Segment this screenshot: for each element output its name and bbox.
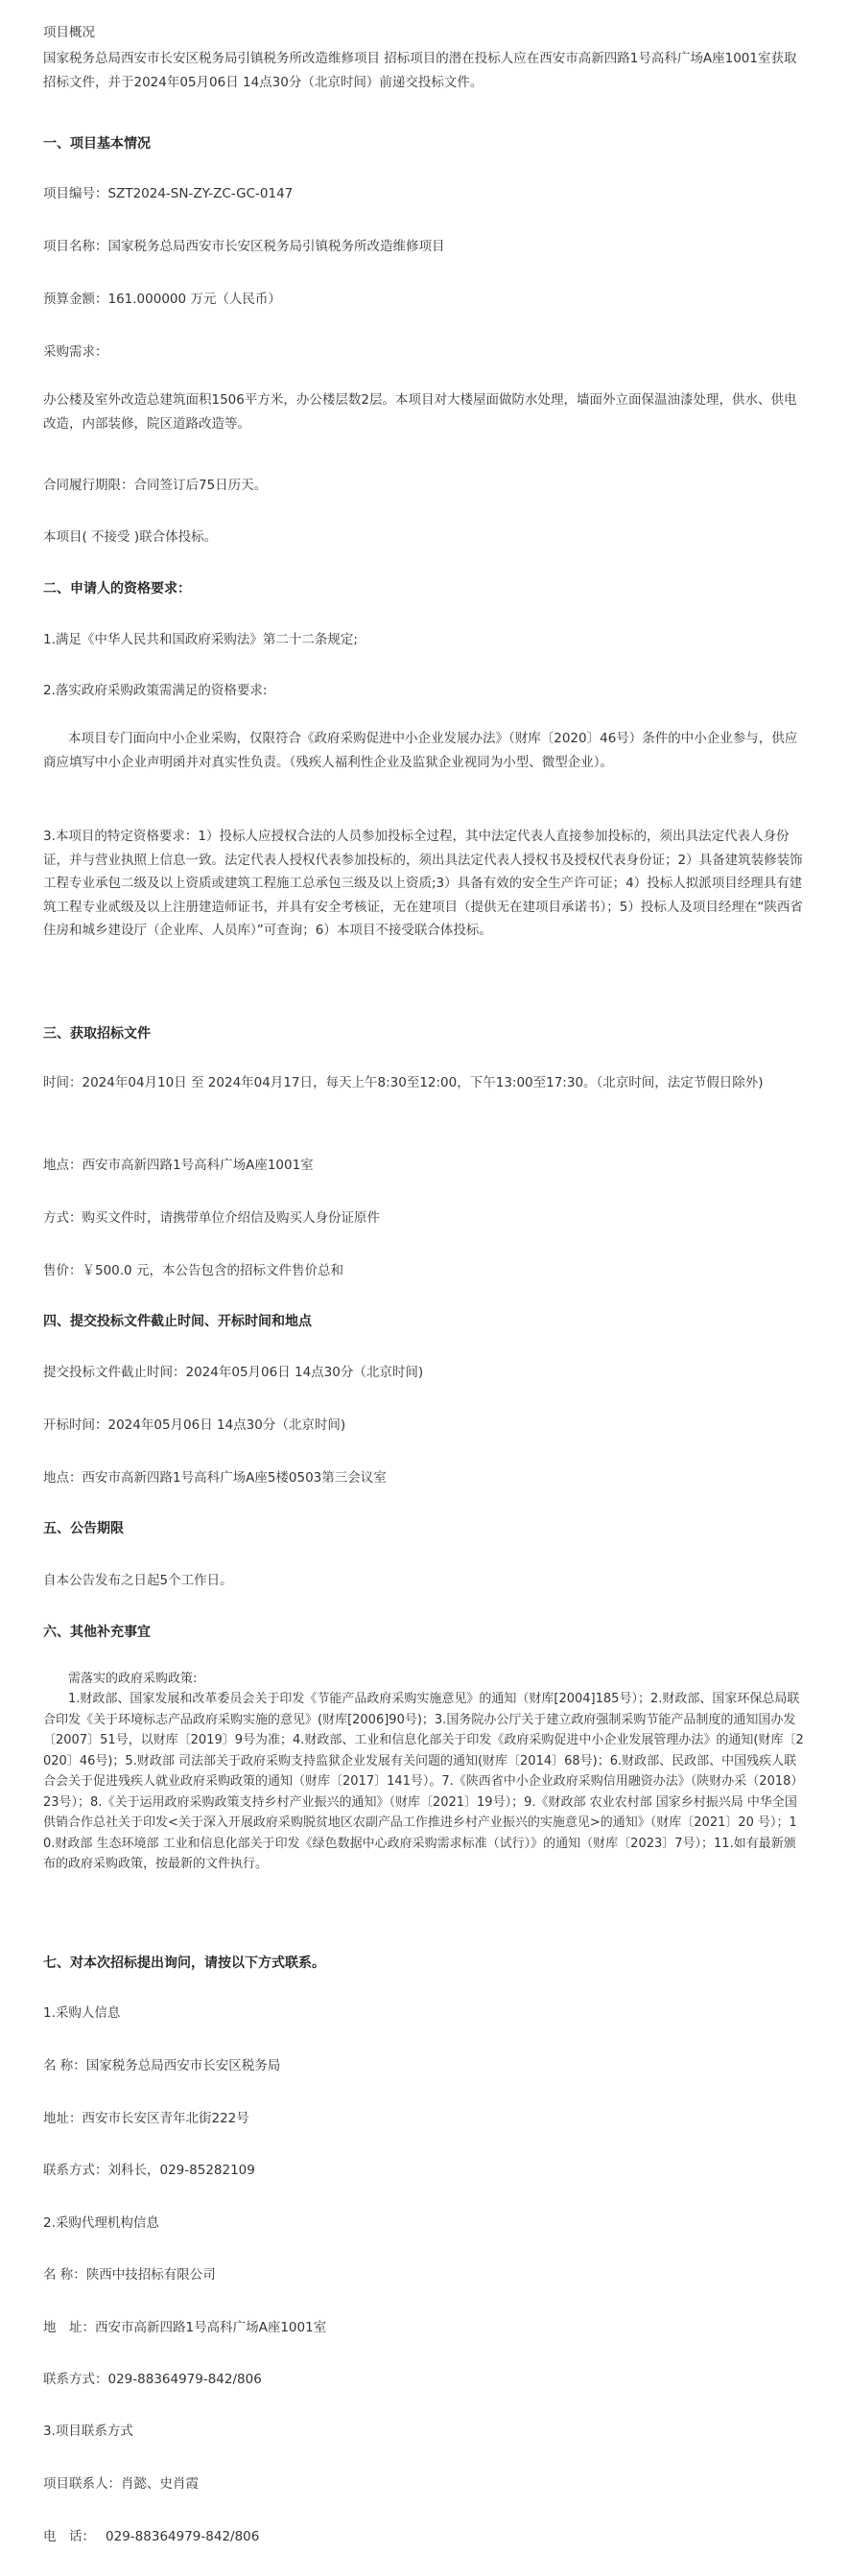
requirement-3: 3.本项目的特定资格要求：1）投标人应授权合法的人员参加投标全过程，其中法定代表人直接参加投标的，须出具法定代表人身份证，并与营业执照上信息一致。法定代表人授权代表参加投标的，须出具法定代表人授权书及授权代表身份证；2）具备建筑装修装饰工程专业承包二级及以上资质或建筑工程施工总承包三级及以上资质;3）具备有效的安全生产许可证；4）投标人拟派项目经理具有建筑工程专业贰级及以上注册建造师证书，并具有安全考核证，无在建项目（提供无在建项目承诺书）；5）投标人及项目经理在“陕西省住房和城乡建设厅（企业库、人员库）”可查询；6）本项目不接受联合体投标。 (43, 829, 803, 938)
buyer-contact: 联系方式：刘科长，029-85282109 (43, 2163, 255, 2178)
buyer-name: 名 称：国家税务总局西安市长安区税务局 (43, 2058, 281, 2073)
get-price: 售价：￥500.0 元，本公告包含的招标文件售价总和 (43, 1263, 343, 1278)
consortium-note: 本项目( 不接受 )联合体投标。 (43, 529, 218, 545)
agent-heading: 2.采购代理机构信息 (43, 2215, 159, 2231)
policy-label: 需落实的政府采购政策: (68, 1672, 198, 1686)
project-number: 项目编号：SZT2024-SN-ZY-ZC-GC-0147 (43, 186, 294, 201)
policy-text: 1.财政部、国家发展和改革委员会关于印发《节能产品政府采购实施意见》的通知（财库[2004]185号）；2.财政部、国家环保总局联合印发《关于环境标志产品政府采购实施的意见》(财库[2006]90号)；3.国务院办公厅关于建立政府强制采购节能产品制度的通知国办发〔2007〕51号，以财库〔2019〕9号为准；4.财政部、工业和信息化部关于印发《政府采购促进中小企业发展管理办法》的通知(财库〔2020〕46号)；5.财政部 司法部关于政府采购支持监狱企业发展有关问题的通知(财库〔2014〕68号)；6.财政部、民政部、中国残疾人联合会关于促进残疾人就业政府采购政策的通知（财库〔2017〕141号）。7.《陕西省中小企业政府采购信用融资办法》（陕财办采（2018）23号）；8.《关于运用政府采购政策支持乡村产业振兴的通知》（财库〔2021〕19号）；9.《财政部 农业农村部 国家乡村振兴局 中华全国供销合作总社关于印发<关于深入开展政府采购脱贫地区农副产品工作推进乡村产业振兴的实施意见>的通知》（财库〔2021〕20 号）；10.财政部 生态环境部 工业和信息化部关于印发《绿色数据中心政府采购需求标准（试行）》的通知（财库〔2023〕7号）；11.如有最新颁布的政府采购政策，按最新的文件执行。 (43, 1692, 804, 1871)
budget-amount: 预算金额：161.000000 万元（人民币） (43, 292, 281, 307)
requirement-1: 1.满足《中华人民共和国政府采购法》第二十二条规定; (43, 632, 358, 647)
buyer-address: 地址：西安市长安区青年北街222号 (43, 2111, 249, 2126)
project-contact-heading: 3.项目联系方式 (43, 2424, 133, 2439)
open-place: 地点：西安市高新四路1号高科广场A座5楼0503第三会议室 (43, 1470, 387, 1486)
agent-name: 名 称：陕西中技招标有限公司 (43, 2267, 216, 2283)
get-place: 地点：西安市高新四路1号高科广场A座1001室 (43, 1158, 314, 1173)
section-heading-supplement: 六、其他补充事宜 (43, 1625, 151, 1640)
agent-contact: 联系方式：029-88364979-842/806 (43, 2372, 262, 2387)
contract-period: 合同履行期限：合同签订后75日历天。 (43, 478, 268, 493)
project-phone: 电 话： 029-88364979-842/806 (43, 2529, 260, 2544)
open-time: 开标时间：2024年05月06日 14点30分（北京时间) (43, 1417, 346, 1433)
demand-text: 办公楼及室外改造总建筑面积1506平方米，办公楼层数2层。本项目对大楼屋面做防水处理，墙面外立面保温油漆处理，供水、供电改造，内部装修，院区道路改造等。 (43, 392, 797, 432)
section-heading-contact: 七、对本次招标提出询问，请按以下方式联系。 (43, 1955, 325, 1971)
buyer-heading: 1.采购人信息 (43, 2005, 121, 2021)
requirement-2: 2.落实政府采购政策需满足的资格要求: (43, 683, 268, 698)
project-name: 项目名称：国家税务总局西安市长安区税务局引镇税务所改造维修项目 (43, 239, 445, 254)
get-method: 方式：购买文件时，请携带单位介绍信及购买人身份证原件 (43, 1210, 380, 1226)
period-text: 自本公告发布之日起5个工作日。 (43, 1573, 233, 1588)
agent-address: 地 址：西安市高新四路1号高科广场A座1001室 (43, 2320, 327, 2335)
overview-heading: 项目概况 (43, 25, 95, 40)
requirement-2-text: 本项目专门面向中小企业采购，仅限符合《政府采购促进中小企业发展办法》（财库〔2020〕46号）条件的中小企业参与，供应商应填写中小企业声明函并对真实性负责。（残疾人福利性企业及监狱企业视同为小型、微型企业）。 (43, 731, 798, 770)
submit-deadline: 提交投标文件截止时间：2024年05月06日 14点30分（北京时间) (43, 1365, 424, 1380)
section-heading-qualification: 二、申请人的资格要求： (43, 581, 191, 597)
project-contact-person: 项目联系人：肖懿、史肖霞 (43, 2476, 199, 2492)
section-heading-basic: 一、项目基本情况 (43, 136, 151, 152)
get-time: 时间：2024年04月10日 至 2024年04月17日，每天上午8:30至12:00，下午13:00至17:30。（北京时间，法定节假日除外) (43, 1075, 764, 1090)
section-heading-deadline: 四、提交投标文件截止时间、开标时间和地点 (43, 1314, 312, 1329)
demand-label: 采购需求： (43, 344, 108, 360)
overview-text: 国家税务总局西安市长安区税务局引镇税务所改造维修项目 招标项目的潜在投标人应在西安市高新四路1号高科广场A座1001室获取招标文件，并于2024年05月06日 14点30分（北京时间）前递交投标文件。 (43, 51, 797, 90)
section-heading-get-docs: 三、获取招标文件 (43, 1026, 151, 1042)
section-heading-period: 五、公告期限 (43, 1521, 124, 1536)
